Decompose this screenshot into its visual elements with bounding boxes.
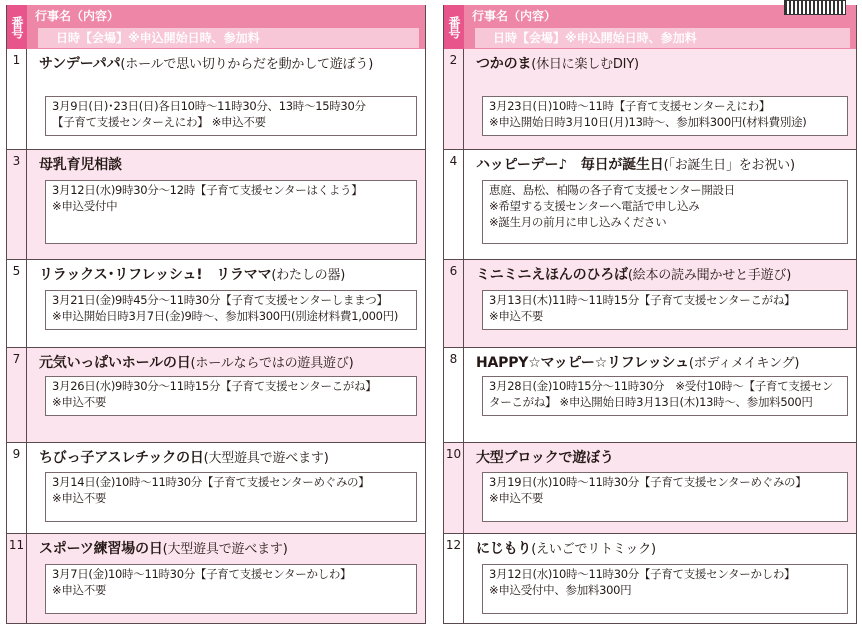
event-details: 3月23日(日)10時～11時【子育て支援センターえにわ】 ※申込開始日時3月10日(月)13時～、参加料300円(材料費別途) [482,96,848,136]
event-number: 1 [7,49,27,149]
event-title: サンデーパパ(ホールで思い切りからだを動かして遊ぼう) [39,56,374,72]
event-row [7,443,425,534]
event-row [7,534,425,624]
event-number: 10 [444,443,464,533]
event-number: 9 [7,443,27,533]
event-number: 7 [7,348,27,442]
event-details: 3月28日(金)10時15分～11時30分 ※受付10時～【子育て支援セン ターこがね】 ※申込開始日時3月13日(木)13時～、参加料500円 [482,376,848,416]
event-name-header: 行事名（内容） [35,9,120,23]
event-details: 恵庭、島松、柏陽の各子育て支援センター開設日 ※希望する支援センターへ電話で申し込み ※誕生月の前月に申し込みください [482,180,848,244]
event-title: HAPPY☆マッピー☆リフレッシュ(ボディメイキング) [476,355,800,371]
event-row [7,348,425,443]
event-title: 大型ブロックで遊ぼう [476,450,614,466]
event-row [444,348,856,443]
event-title: つかのま(休日に楽しむDIY) [476,56,639,72]
event-number: 3 [7,150,27,259]
event-title: スポーツ練習場の日(大型遊具で遊べます) [39,541,288,557]
number-column-header: 番号 [7,5,27,49]
event-details: 3月19日(水)10時～11時30分【子育て支援センターめぐみの】 ※申込不要 [482,472,848,522]
event-row [444,49,856,150]
event-title: ハッピーデー♪ 毎日が誕生日(「お誕生日」をお祝い) [476,157,795,173]
event-number: 6 [444,260,464,347]
event-details: 3月14日(金)10時～11時30分【子育て支援センターめぐみの】 ※申込不要 [45,472,417,522]
table-header [7,5,425,49]
date-venue-header: 日時【会場】※申込開始日時、参加料 [475,28,850,48]
event-number: 5 [7,260,27,347]
event-title: にじもり(えいごでリトミック) [476,541,656,557]
event-number: 4 [444,150,464,259]
event-title: リラックス･リフレッシュ! リラママ(わたしの器) [39,267,346,283]
event-title: 元気いっぱいホールの日(ホールならではの遊具遊び) [39,355,354,371]
event-details: 3月26日(水)9時30分～11時15分【子育て支援センターこがね】 ※申込不要 [45,376,417,416]
event-row [7,150,425,260]
event-title: ちびっ子アスレチックの日(大型遊具で遊べます) [39,450,329,466]
event-row [444,443,856,534]
qr-code-image [784,0,846,15]
event-row [7,49,425,150]
event-title: ミニミニえほんのひろば(絵本の読み聞かせと手遊び) [476,267,792,283]
event-row [444,150,856,260]
event-table-left [6,5,426,624]
event-details: 3月7日(金)10時～11時30分【子育て支援センターかしわ】 ※申込不要 [45,564,417,614]
event-row [7,260,425,348]
event-number: 8 [444,348,464,442]
event-details: 3月12日(水)10時～11時30分【子育て支援センターかしわ】 ※申込受付中、参加料300円 [482,564,848,614]
event-number: 2 [444,49,464,149]
event-number: 12 [444,534,464,623]
event-number: 11 [7,534,27,623]
event-row [444,260,856,348]
event-details: 3月9日(日)･23日(日)各日10時～11時30分、13時～15時30分 【子育て支援センターえにわ】 ※申込不要 [45,96,417,136]
event-name-header: 行事名（内容） [472,9,557,23]
event-title: 母乳育児相談 [39,157,122,173]
event-row [444,534,856,624]
event-details: 3月12日(水)9時30分～12時【子育て支援センターはくよう】 ※申込受付中 [45,180,417,244]
event-table-right [443,5,857,624]
event-details: 3月21日(金)9時45分～11時30分【子育て支援センターしままつ】 ※申込開始日時3月7日(金)9時～、参加料300円(別途材料費1,000円) [45,290,417,330]
number-column-header: 番号 [444,5,464,49]
date-venue-header: 日時【会場】※申込開始日時、参加料 [38,28,419,48]
event-details: 3月13日(木)11時～11時15分【子育て支援センターこがね】 ※申込不要 [482,290,848,330]
